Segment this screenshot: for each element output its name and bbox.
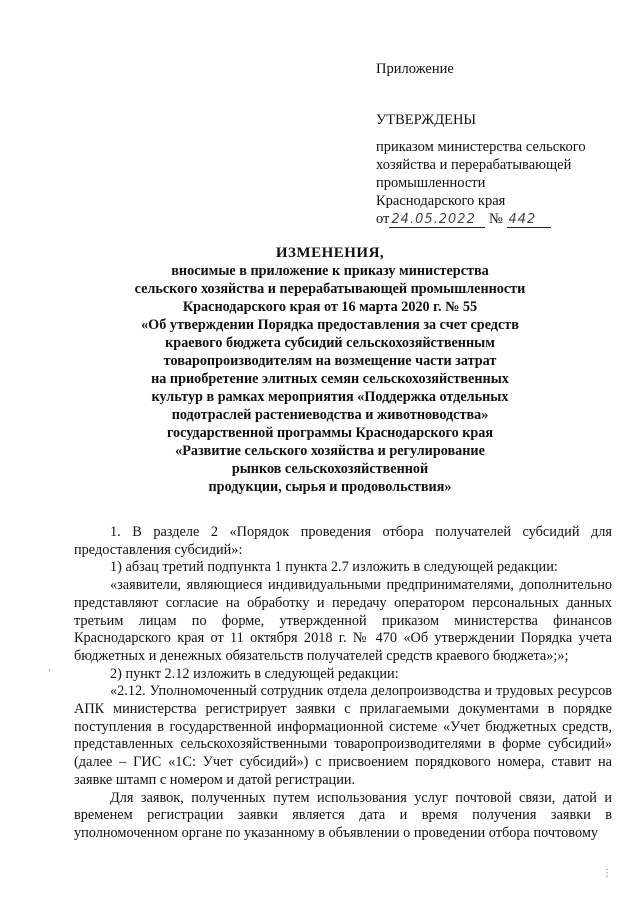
title-line: продукции, сырья и продовольствия»	[208, 479, 452, 495]
title-line: товаропроизводителям на возмещение части затрат	[163, 353, 497, 369]
paragraph-4: 2) пункт 2.12 изложить в следующей редакции:	[110, 665, 399, 682]
date-prefix: от	[376, 211, 390, 227]
title-line: сельского хозяйства и перерабатывающей промышленности	[134, 281, 526, 297]
scan-mark: ⋮	[602, 868, 612, 879]
title-line: «Об утверждении Порядка предоставления за счет средств	[141, 317, 519, 333]
paragraph-1: 1. В разделе 2 «Порядок проведения отбора получателей субсидий для предоставления субсидий»:	[74, 524, 612, 558]
title-line: культур в рамках мероприятия «Поддержка отдельных	[151, 389, 509, 405]
title-line: на приобретение элитных семян сельскохозяйственных	[151, 371, 509, 387]
title-main: ИЗМЕНЕНИЯ,	[275, 245, 385, 261]
approved-heading: УТВЕРЖДЕНЫ	[376, 112, 477, 128]
approved-line: Краснодарского края	[376, 193, 506, 209]
title-line: Краснодарского края от 16 марта 2020 г. № 55	[182, 299, 478, 315]
title-line: государственной программы Краснодарского края	[166, 425, 494, 441]
title-line: вносимые в приложение к приказу министерства	[171, 263, 489, 279]
title-line: краевого бюджета субсидий сельскохозяйственным	[165, 335, 495, 351]
paragraph-2: 1) абзац третий подпункта 1 пункта 2.7 изложить в следующей редакции:	[110, 559, 558, 576]
paragraph-5: «2.12. Уполномоченный сотрудник отдела делопроизводства и трудовых ресурсов АПК министерства регистрирует заявки с прилагаемыми документами в порядке поступления в государственной информационной системе «Учет бюджетных средств, представленных сельскохозяйственными товаропроизводителями в форме субсидий» (далее – ГИС «1С: Учет субсидий») с присвоением порядкового номера, ставит на заявке штамп с номером и датой регистрации.	[74, 683, 612, 788]
scan-mark: ·	[48, 666, 52, 677]
document-title	[60, 244, 600, 496]
handwritten-number: 442	[507, 213, 551, 228]
date-number-line	[376, 210, 626, 228]
document-body	[74, 524, 612, 843]
title-line: подотраслей растениеводства и животноводства»	[171, 407, 489, 423]
handwritten-date: 24.05.2022	[389, 213, 485, 228]
paragraph-6: Для заявок, полученных путем использования услуг почтовой связи, датой и временем регистрации заявки является дата и время получения заявки в уполномоченном органе по указанному в объявлении о проведении отбора почтовому	[74, 789, 612, 841]
title-line: рынков сельскохозяйственной	[231, 461, 429, 477]
approved-line: промышленности	[376, 175, 486, 191]
paragraph-3: «заявители, являющиеся индивидуальными предпринимателями, дополнительно представляют согласие на обработку и передачу оператором персональных данных третьим лицам по форме, утвержденной приказом министерства финансов Краснодарского края от 11 октября 2018 г. № 470 «Об утверждении Порядка учета бюджетных и денежных обязательств получателей средств краевого бюджета»;»;	[74, 577, 612, 664]
annex-label: Приложение	[376, 61, 454, 77]
approved-line: хозяйства и перерабатывающей	[376, 157, 572, 173]
approved-line: приказом министерства сельского	[376, 139, 586, 155]
approval-block	[376, 111, 626, 228]
number-sign: №	[489, 211, 503, 227]
title-line: «Развитие сельского хозяйства и регулирование	[175, 443, 485, 459]
